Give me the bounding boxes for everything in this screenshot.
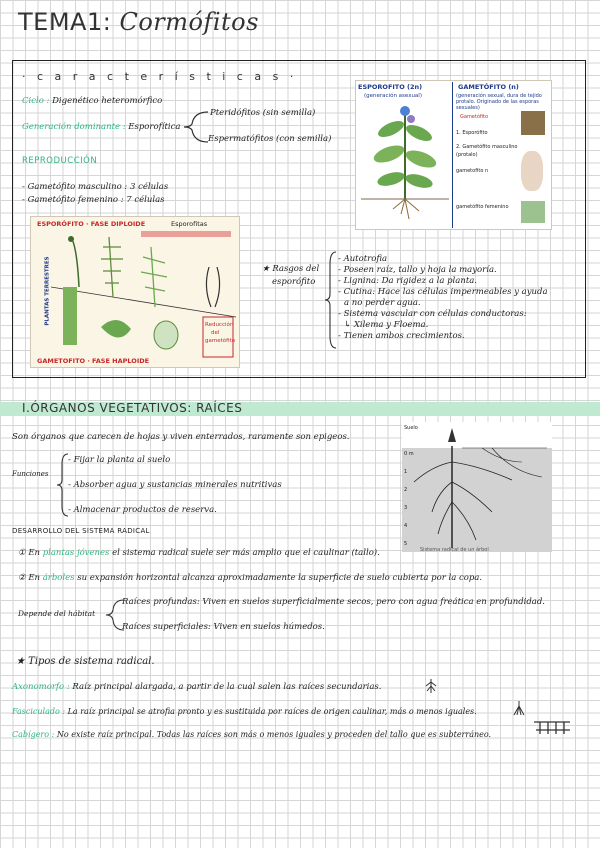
cabigero-rhizome-icon: [532, 716, 572, 736]
fig1-right-line-2: sexuales): [456, 105, 480, 111]
fig2-side-label: PLANTAS TERRESTRES: [44, 256, 51, 326]
gametophyte-photo-3: [521, 201, 545, 223]
fasciculado-line: [12, 706, 512, 717]
fig3-label-3: 2: [404, 487, 408, 493]
espermatofitos: Espermatófitos (con semilla): [208, 134, 332, 144]
rasgo-1: - Poseen raíz, tallo y hoja la mayoría.: [338, 265, 497, 275]
fig1-title-left: ESPOROFITO (2n): [358, 83, 423, 91]
fig1-box-label: Gametófito: [460, 114, 489, 120]
funciones-label: Funciones: [12, 470, 49, 478]
rasgos-list: [338, 254, 588, 342]
fig3-label-5: 4: [404, 523, 408, 529]
funcion-1: - Absorber agua y sustancias minerales nutritivas: [68, 480, 282, 490]
fig2-top-left: ESPORÓFITO · FASE DIPLOIDE: [37, 220, 146, 228]
fasciculado-label: Fasciculado :: [12, 707, 66, 716]
life-cycle-figure: [30, 216, 240, 368]
gametofito-masculino: - Gametófito masculino : 3 células: [22, 182, 169, 192]
ciclo-label: Ciclo :: [22, 96, 50, 106]
raices-intro: Son órganos que carecen de hojas y viven enterrados, raramente son epigeos.: [12, 432, 350, 442]
caracteristicas-heading: · c a r a c t e r í s t i c a s ·: [22, 70, 298, 83]
fig3-label-2: 1: [404, 469, 408, 475]
rasgos-brace: [324, 250, 338, 350]
fig2-red-box-2: gametófito: [205, 338, 236, 344]
fig1-caption-2: 2. Gametófito masculino: [456, 144, 518, 150]
axonomorfo-line: [12, 682, 432, 693]
rasgo-4: a no perder agua.: [344, 298, 421, 308]
fasciculado-text: La raíz principal se atrofia pronto y es sustituida por raíces de origen caulinar, más o menos iguales.: [67, 707, 477, 716]
rasgo-5: - Sistema vascular con células conductoras:: [338, 309, 527, 319]
fig2-red-box-1: del: [211, 330, 220, 336]
root-system-drawing: [402, 422, 552, 552]
ciclo-line: [22, 96, 162, 107]
rasgo-6: ↳ Xilema y Floema.: [344, 320, 429, 330]
section-heading: I.ÓRGANOS VEGETATIVOS: RAÍCES: [22, 401, 243, 415]
reproduccion-heading: REPRODUCCIÓN: [22, 156, 98, 166]
gametophyte-photo-2: [521, 151, 543, 191]
gametofito-femenino: - Gametófito femenino : 7 células: [22, 195, 165, 205]
rasgo-2: - Lignina: Da rigidez a la planta.: [338, 276, 478, 286]
title-main: TEMA1:: [18, 8, 112, 36]
fig3-label-4: 3: [404, 505, 408, 511]
title-cursive: Cormófitos: [119, 8, 259, 36]
funcion-0: - Fijar la planta al suelo: [68, 455, 171, 465]
generacion-value: Esporofítica: [128, 122, 181, 132]
generacion-line: [22, 122, 180, 133]
fig1-divider: [452, 82, 453, 228]
punto-1: [18, 548, 578, 559]
root-system-figure: [402, 422, 552, 552]
fig1-caption-1: 1. Esporófito: [456, 130, 488, 136]
fig1-title-left-sub: (generación asexual): [364, 93, 422, 99]
generacion-brace: [180, 108, 210, 144]
fig2-top-right: Esporofitas: [171, 220, 208, 228]
funcion-2: - Almacenar productos de reserva.: [68, 505, 217, 515]
fasciculado-root-icon: [512, 700, 526, 716]
fig2-red-box-0: Reducción: [205, 322, 234, 328]
cabigero-label: Cabígero :: [12, 730, 55, 739]
rasgos-label-2: esporófito: [272, 277, 316, 287]
depende-label: Depende del hábitat: [18, 609, 96, 618]
punto-1-a: ① En: [18, 548, 43, 558]
fig1-right-line-0: (generación sexual, dura de tejido: [456, 93, 542, 99]
fig3-label-6: 5: [404, 541, 408, 547]
rasgo-0: - Autotrofia: [338, 254, 388, 264]
punto-2: [18, 573, 588, 584]
rasgos-label-1: ★ Rasgos del: [262, 264, 320, 274]
axonomorfo-text: Raíz principal alargada, a partir de la cual salen las raíces secundarias.: [72, 682, 382, 692]
tipos-heading: ★ Tipos de sistema radical.: [16, 656, 155, 667]
raices-profundas: Raíces profundas: Viven en suelos superficialmente secos, pero con agua freática en profundidad.: [122, 597, 545, 607]
fig1-title-right: GAMETÓFITO (n): [458, 83, 519, 91]
punto-2-b: su expansión horizontal alcanza aproximadamente la superficie de suelo cubierta por la copa.: [74, 573, 483, 583]
generacion-label: Generación dominante :: [22, 122, 126, 132]
fig1-right-line-1: protalo. Originado de las esporas: [456, 99, 539, 105]
ciclo-value: Digenético heteromórfico: [52, 96, 163, 106]
fig3-label-0: Suelo: [404, 425, 418, 431]
punto-1-green: plantas jóvenes: [42, 548, 110, 558]
pteridofitos: Pteridófitos (sin semilla): [210, 108, 316, 118]
sporophyte-plant-drawing: [361, 99, 449, 227]
axonomorfo-label: Axonomorfo :: [12, 682, 70, 692]
fig2-bottom: GAMETOFITO · FASE HAPLOIDE: [37, 357, 150, 365]
fig1-caption-5: gametófito femenino: [456, 204, 509, 210]
raices-superficiales: Raíces superficiales: Viven en suelos húmedos.: [122, 622, 325, 632]
rasgo-7: - Tienen ambos crecimientos.: [338, 331, 465, 341]
punto-2-green: árboles: [42, 573, 75, 583]
cabigero-text: No existe raíz principal. Todas las raíces son más o menos iguales y proceden del tallo que es subterráneo.: [56, 730, 492, 739]
rasgo-3: - Cutina: Hace las células impermeables y ayuda: [338, 287, 548, 297]
cabigero-line: [12, 729, 532, 740]
fig3-caption: Sistema radical de un árbol: [420, 547, 489, 553]
gametophyte-photo-1: [521, 111, 545, 135]
page-title: [18, 8, 259, 36]
punto-2-a: ② En: [18, 573, 43, 583]
sporophyte-gametophyte-figure: [355, 80, 552, 230]
desarrollo-heading: DESARROLLO DEL SISTEMA RADICAL: [12, 527, 150, 535]
axonomorfo-root-icon: [424, 678, 438, 694]
punto-1-b: el sistema radical suele ser más amplio que el caulinar (tallo).: [109, 548, 380, 558]
fig3-label-1: 0 m: [404, 451, 414, 457]
fig1-caption-3: (protalo): [456, 152, 478, 158]
fig1-caption-4: gametofito n: [456, 168, 489, 174]
